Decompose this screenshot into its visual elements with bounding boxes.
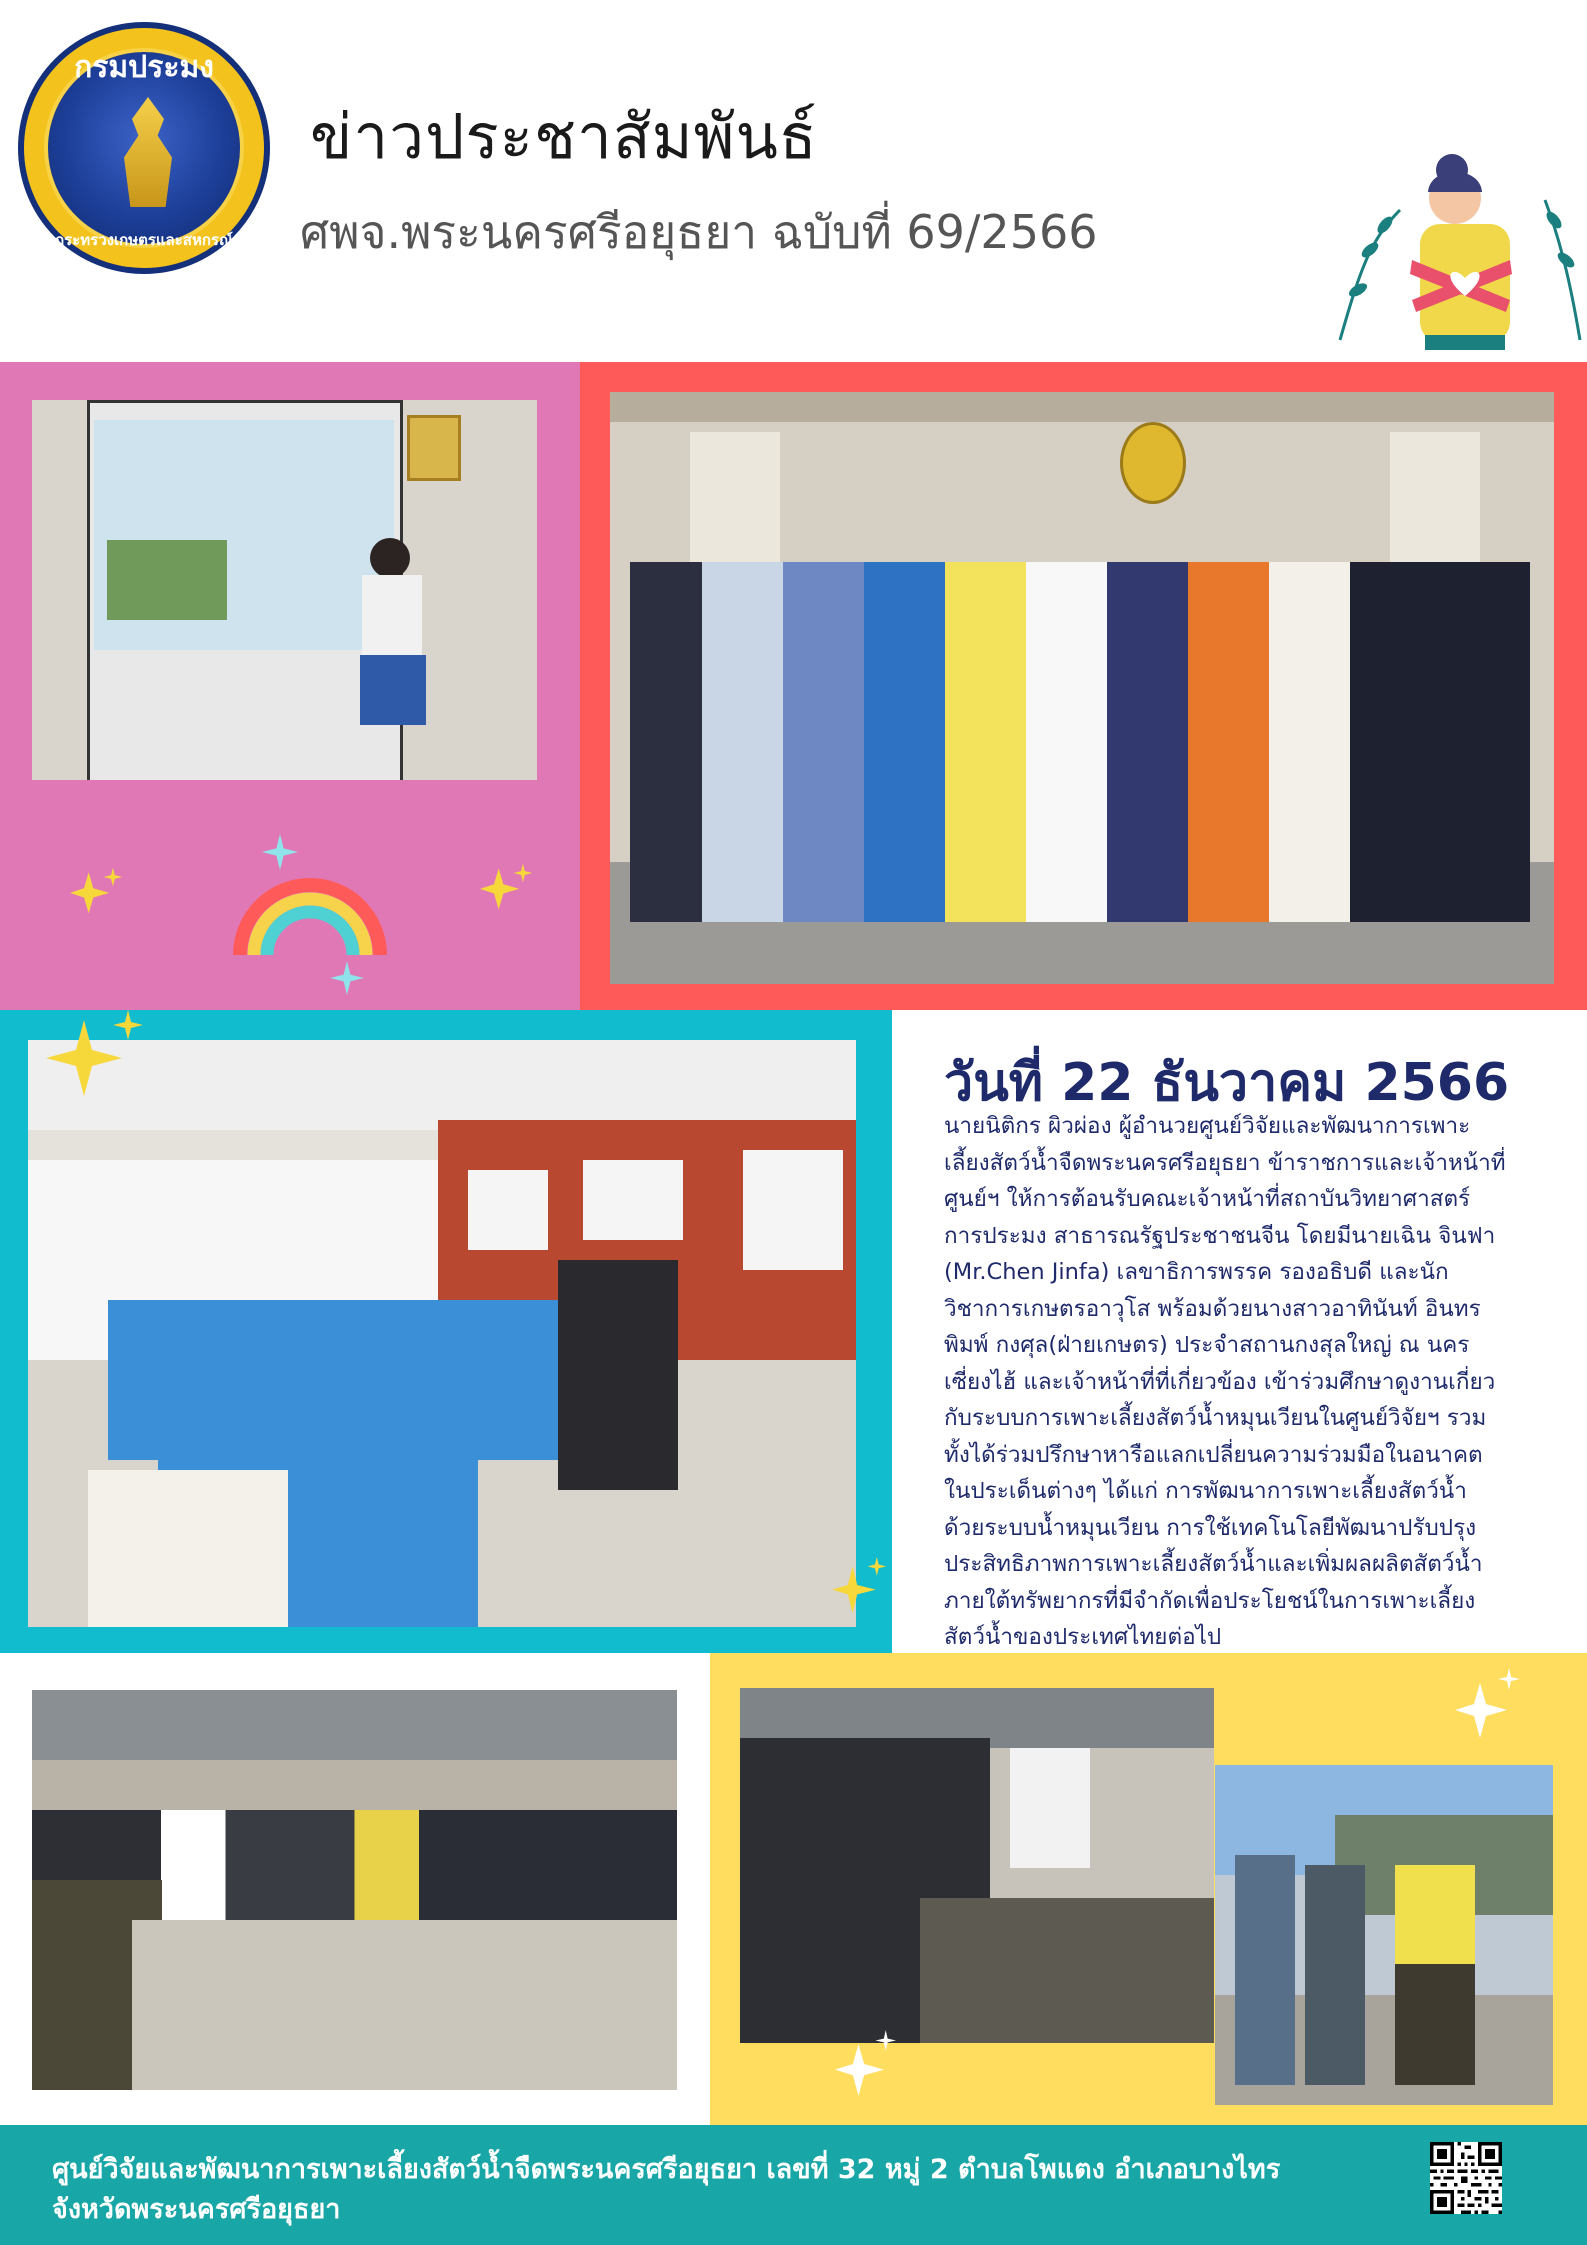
footer-address-line-1: ศูนย์วิจัยและพัฒนาการเพาะเลี้ยงสัตว์น้ำจืดพระนครศรีอยุธยา เลขที่ 32 หมู่ 2 ตำบลโพแตง อำเภอบางไทร [52,2154,1281,2185]
article-line: ภายใต้ทรัพยากรที่มีจำกัดเพื่อประโยชน์ในการเพาะเลี้ยง [944,1587,1476,1614]
photo-aquaculture-tanks [32,1690,677,2090]
sparkle-icon [832,1556,888,1614]
article-line: นายนิติกร ผิวผ่อง ผู้อำนวยศูนย์วิจัยและพัฒนาการเพาะ [944,1113,1471,1139]
article-line: ทั้งได้ร่วมปรึกษาหารือแลกเปลี่ยนความร่วมมือในอนาคต [944,1441,1483,1468]
article-line: ด้วยระบบน้ำหมุนเวียน การใช้เทคโนโลยีพัฒนาปรับปรุง [944,1514,1477,1541]
department-of-fisheries-logo [18,22,270,274]
sparkle-icon [480,862,536,912]
logo-emblem-icon [108,97,188,207]
page-title: ข่าวประชาสัมพันธ์ [310,100,818,173]
sparkle-icon [1455,1668,1521,1738]
article-body [944,1108,1549,1656]
sparkle-icon [262,832,298,872]
logo-bottom-text: กระทรวงเกษตรและสหกรณ์ [55,231,233,249]
article-line: ในประเด็นต่างๆ ได้แก่ การพัฒนาการเพาะเลี้ยงสัตว์น้ำ [944,1478,1467,1504]
article-line: ประสิทธิภาพการเพาะเลี้ยงสัตว์น้ำและเพิ่มผลผลิตสัตว์น้ำ [944,1551,1483,1577]
footer [0,2125,1587,2245]
woman-hugging-heart-illustration [1330,150,1587,350]
footer-address-line-2: จังหวัดพระนครศรีอยุธยา [52,2194,341,2225]
photo-site-walk [1215,1765,1553,2105]
photo-meeting [28,1040,856,1627]
sparkle-icon [835,2030,897,2096]
sparkle-icon [46,1010,146,1106]
article-line: ศูนย์ฯ ให้การต้อนรับคณะเจ้าหน้าที่สถาบันวิทยาศาสตร์ [944,1186,1471,1212]
qr-code[interactable] [1430,2142,1502,2214]
photo-group [610,392,1554,984]
page-subtitle: ศพจ.พระนครศรีอยุธยา ฉบับที่ 69/2566 [300,205,1098,259]
photo-presentation [32,400,537,780]
article-date: วันที่ 22 ธันวาคม 2566 [944,1053,1510,1113]
article-line: วิชาการเกษตรอาวุโส พร้อมด้วยนางสาวอาทินันท์ อินทร [944,1295,1481,1322]
sparkle-icon [330,958,364,998]
photo-pond-inspection [740,1688,1214,2043]
article-line: กับระบบการเพาะเลี้ยงสัตว์น้ำหมุนเวียนในศูนย์วิจัยฯ รวม [944,1405,1487,1431]
article-line: เลี้ยงสัตว์น้ำจืดพระนครศรีอยุธยา ข้าราชการและเจ้าหน้าที่ [944,1149,1506,1176]
article-line: พิมพ์ กงศุล(ฝ่ายเกษตร) ประจำสถานกงสุลใหญ่ ณ นคร [944,1332,1470,1358]
article-line: เซี่ยงไฮ้ และเจ้าหน้าที่ที่เกี่ยวข้อง เข้าร่วมศึกษาดูงานเกี่ยว [944,1368,1496,1395]
article-line: (Mr.Chen Jinfa) เลขาธิการพรรค รองอธิบดี และนัก [944,1259,1449,1285]
article-line: สัตว์น้ำของประเทศไทยต่อไป [944,1624,1222,1650]
sparkle-icon [70,866,126,916]
rainbow-icon [230,870,390,960]
article-line: การประมง สาธารณรัฐประชาชนจีน โดยมีนายเฉิน จินฟา [944,1222,1496,1249]
logo-top-text: กรมประมง [74,50,214,85]
